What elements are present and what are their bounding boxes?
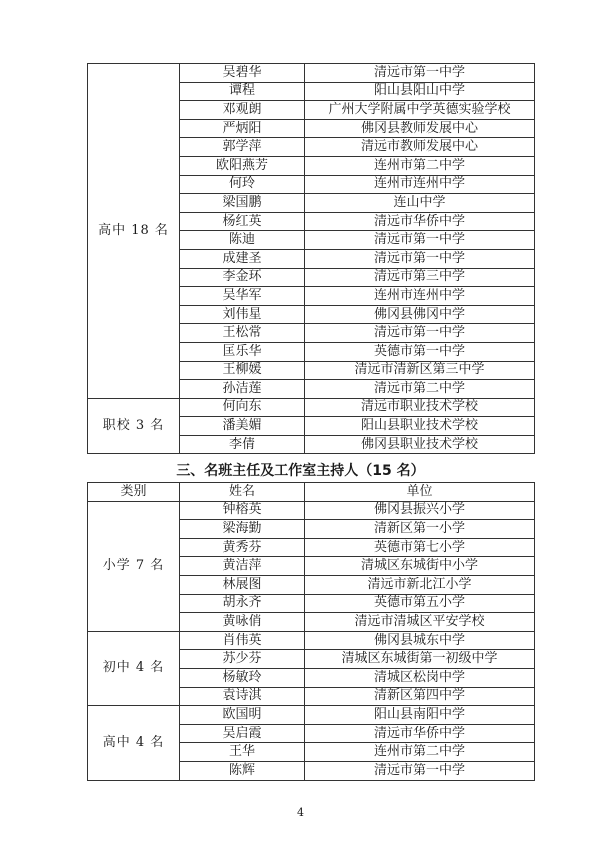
name-cell: 黄咏俏 [180, 613, 305, 632]
header-unit: 单位 [305, 483, 535, 502]
unit-cell: 清远市新北江小学 [305, 575, 535, 594]
unit-cell: 佛冈县城东中学 [305, 631, 535, 650]
name-cell: 欧阳燕芳 [180, 156, 305, 175]
header-category: 类别 [88, 483, 180, 502]
unit-cell: 清远市第一中学 [305, 249, 535, 268]
name-cell: 钟榕英 [180, 501, 305, 520]
unit-cell: 清远市清新区第三中学 [305, 361, 535, 380]
unit-cell: 清远市第一中学 [305, 324, 535, 343]
name-cell: 刘伟星 [180, 305, 305, 324]
section-title: 三、名班主任及工作室主持人（15 名） [176, 463, 425, 479]
name-cell: 苏少芬 [180, 650, 305, 669]
unit-cell: 清城区东城街中小学 [305, 557, 535, 576]
name-cell: 黄洁萍 [180, 557, 305, 576]
name-cell: 何玲 [180, 175, 305, 194]
name-cell: 吴华军 [180, 287, 305, 306]
name-cell: 王松常 [180, 324, 305, 343]
name-cell: 林展图 [180, 575, 305, 594]
name-cell: 吴碧华 [180, 64, 305, 83]
head-teacher-table-body [88, 501, 535, 780]
table-row [88, 631, 535, 650]
unit-cell: 清远市华侨中学 [305, 724, 535, 743]
unit-cell: 佛冈县振兴小学 [305, 501, 535, 520]
unit-cell: 佛冈县佛冈中学 [305, 305, 535, 324]
category-cell: 职校 3 名 [88, 398, 180, 454]
name-cell: 梁国鹏 [180, 194, 305, 213]
table-row [88, 398, 535, 417]
unit-cell: 广州大学附属中学英德实验学校 [305, 101, 535, 120]
unit-cell: 佛冈县教师发展中心 [305, 119, 535, 138]
table-row [88, 706, 535, 725]
unit-cell: 清远市第三中学 [305, 268, 535, 287]
unit-cell: 连州市连州中学 [305, 175, 535, 194]
unit-cell: 清远市教师发展中心 [305, 138, 535, 157]
name-cell: 胡永齐 [180, 594, 305, 613]
unit-cell: 清远市清城区平安学校 [305, 613, 535, 632]
name-cell: 吴启霞 [180, 724, 305, 743]
unit-cell: 清远市第一中学 [305, 64, 535, 83]
unit-cell: 英德市第五小学 [305, 594, 535, 613]
head-teacher-table [87, 482, 535, 781]
table-row [88, 501, 535, 520]
unit-cell: 清城区东城街第一初级中学 [305, 650, 535, 669]
unit-cell: 连州市第二中学 [305, 156, 535, 175]
unit-cell: 清远市华侨中学 [305, 212, 535, 231]
unit-cell: 清城区松岗中学 [305, 668, 535, 687]
name-cell: 王柳媛 [180, 361, 305, 380]
unit-cell: 佛冈县职业技术学校 [305, 435, 535, 454]
table-header-row [88, 483, 535, 502]
unit-cell: 清远市第二中学 [305, 380, 535, 399]
name-cell: 郭学萍 [180, 138, 305, 157]
name-cell: 谭程 [180, 82, 305, 101]
unit-cell: 清远市职业技术学校 [305, 398, 535, 417]
unit-cell: 连州市连州中学 [305, 287, 535, 306]
name-cell: 邓观朗 [180, 101, 305, 120]
table-row [88, 64, 535, 83]
name-cell: 王华 [180, 743, 305, 762]
roster-table-body [88, 64, 535, 454]
category-cell: 初中 4 名 [88, 631, 180, 705]
unit-cell: 连山中学 [305, 194, 535, 213]
category-cell: 高中 18 名 [88, 64, 180, 399]
header-name: 姓名 [180, 483, 305, 502]
name-cell: 潘美媚 [180, 417, 305, 436]
name-cell: 李倩 [180, 435, 305, 454]
name-cell: 杨敏玲 [180, 668, 305, 687]
name-cell: 成建圣 [180, 249, 305, 268]
unit-cell: 英德市第七小学 [305, 538, 535, 557]
unit-cell: 清新区第一小学 [305, 520, 535, 539]
name-cell: 何向东 [180, 398, 305, 417]
unit-cell: 清新区第四中学 [305, 687, 535, 706]
category-cell: 小学 7 名 [88, 501, 180, 631]
name-cell: 欧国明 [180, 706, 305, 725]
name-cell: 肖伟英 [180, 631, 305, 650]
name-cell: 梁海勤 [180, 520, 305, 539]
unit-cell: 阳山县南阳中学 [305, 706, 535, 725]
name-cell: 黄秀芬 [180, 538, 305, 557]
unit-cell: 英德市第一中学 [305, 342, 535, 361]
name-cell: 陈辉 [180, 761, 305, 780]
unit-cell: 阳山县阳山中学 [305, 82, 535, 101]
name-cell: 袁诗淇 [180, 687, 305, 706]
name-cell: 杨红英 [180, 212, 305, 231]
roster-table-continued [87, 63, 535, 454]
name-cell: 匡乐华 [180, 342, 305, 361]
unit-cell: 连州市第二中学 [305, 743, 535, 762]
name-cell: 严炳阳 [180, 119, 305, 138]
page-number: 4 [297, 806, 304, 819]
name-cell: 陈迪 [180, 231, 305, 250]
name-cell: 李金环 [180, 268, 305, 287]
unit-cell: 清远市第一中学 [305, 761, 535, 780]
category-cell: 高中 4 名 [88, 706, 180, 780]
unit-cell: 清远市第一中学 [305, 231, 535, 250]
name-cell: 孙洁莲 [180, 380, 305, 399]
unit-cell: 阳山县职业技术学校 [305, 417, 535, 436]
